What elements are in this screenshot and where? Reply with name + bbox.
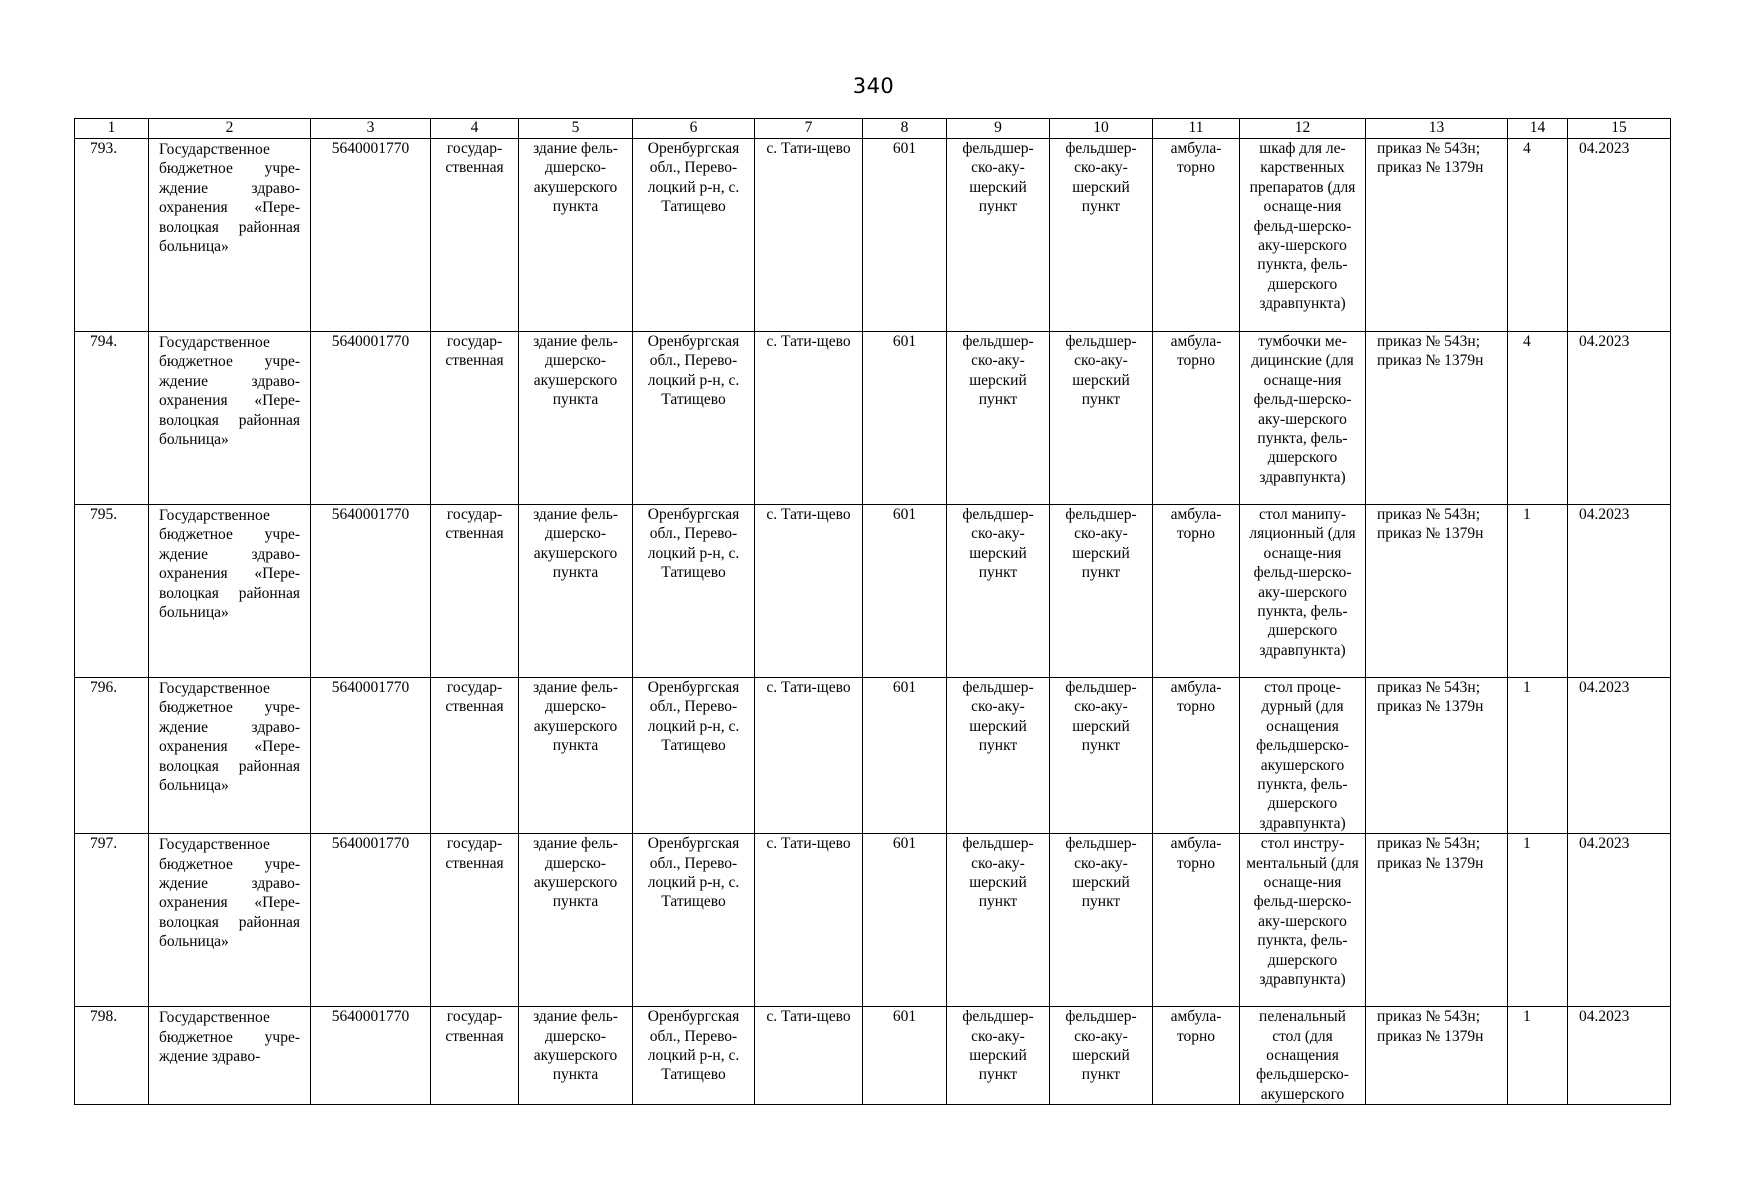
inn: 5640001770 (311, 834, 431, 1007)
date: 04.2023 (1568, 139, 1671, 332)
order-reference: приказ № 543н; приказ № 1379н (1366, 332, 1508, 505)
unit-type: фельдшер-ско-аку-шерский пункт (947, 678, 1050, 834)
organization-name: Государственное бюджетное учре-ждение здраво-охранения «Пере-волоцкая районная больница» (149, 505, 311, 678)
unit-name: фельдшер-ско-аку-шерский пункт (1050, 332, 1153, 505)
building-type: здание фель-дшерско-акушерского пункта (519, 678, 633, 834)
organization-name: Государственное бюджетное учре-ждение здраво- (149, 1007, 311, 1105)
registry-table (74, 118, 1671, 1105)
locality: с. Тати-щево (755, 1007, 863, 1105)
code: 601 (863, 332, 947, 505)
address: Оренбургская обл., Перево-лоцкий р-н, с. Татищево (633, 332, 755, 505)
unit-name: фельдшер-ско-аку-шерский пункт (1050, 1007, 1153, 1105)
inn: 5640001770 (311, 505, 431, 678)
quantity: 4 (1508, 139, 1568, 332)
date: 04.2023 (1568, 678, 1671, 834)
quantity: 1 (1508, 834, 1568, 1007)
row-number: 798. (75, 1007, 149, 1105)
ownership-type: государ-ственная (431, 1007, 519, 1105)
quantity: 4 (1508, 332, 1568, 505)
table-header-row (75, 119, 1671, 139)
column-header: 7 (755, 119, 863, 139)
unit-type: фельдшер-ско-аку-шерский пункт (947, 332, 1050, 505)
care-conditions: амбула-торно (1153, 834, 1240, 1007)
organization-name: Государственное бюджетное учре-ждение здраво-охранения «Пере-волоцкая районная больница» (149, 834, 311, 1007)
unit-type: фельдшер-ско-аку-шерский пункт (947, 834, 1050, 1007)
column-header: 15 (1568, 119, 1671, 139)
building-type: здание фель-дшерско-акушерского пункта (519, 332, 633, 505)
column-header: 4 (431, 119, 519, 139)
date: 04.2023 (1568, 1007, 1671, 1105)
ownership-type: государ-ственная (431, 678, 519, 834)
equipment: тумбочки ме-дицинские (для оснаще-ния фельд-шерско-аку-шерского пункта, фель-дшерского здравпункта) (1240, 332, 1366, 505)
table-row (75, 678, 1671, 834)
building-type: здание фель-дшерско-акушерского пункта (519, 505, 633, 678)
row-number: 795. (75, 505, 149, 678)
care-conditions: амбула-торно (1153, 678, 1240, 834)
date: 04.2023 (1568, 505, 1671, 678)
column-header: 13 (1366, 119, 1508, 139)
order-reference: приказ № 543н; приказ № 1379н (1366, 139, 1508, 332)
column-header: 3 (311, 119, 431, 139)
order-reference: приказ № 543н; приказ № 1379н (1366, 505, 1508, 678)
table-row (75, 834, 1671, 1007)
quantity: 1 (1508, 678, 1568, 834)
table-row (75, 505, 1671, 678)
building-type: здание фель-дшерско-акушерского пункта (519, 1007, 633, 1105)
ownership-type: государ-ственная (431, 332, 519, 505)
order-reference: приказ № 543н; приказ № 1379н (1366, 678, 1508, 834)
row-number: 796. (75, 678, 149, 834)
column-header: 1 (75, 119, 149, 139)
column-header: 10 (1050, 119, 1153, 139)
unit-type: фельдшер-ско-аку-шерский пункт (947, 139, 1050, 332)
unit-name: фельдшер-ско-аку-шерский пункт (1050, 678, 1153, 834)
code: 601 (863, 139, 947, 332)
quantity: 1 (1508, 505, 1568, 678)
column-header: 8 (863, 119, 947, 139)
equipment: стол проце-дурный (для оснащения фельдшерско-акушерского пункта, фель-дшерского здравпункта) (1240, 678, 1366, 834)
inn: 5640001770 (311, 332, 431, 505)
column-header: 9 (947, 119, 1050, 139)
organization-name: Государственное бюджетное учре-ждение здраво-охранения «Пере-волоцкая районная больница» (149, 139, 311, 332)
column-header: 5 (519, 119, 633, 139)
unit-name: фельдшер-ско-аку-шерский пункт (1050, 834, 1153, 1007)
inn: 5640001770 (311, 1007, 431, 1105)
order-reference: приказ № 543н; приказ № 1379н (1366, 834, 1508, 1007)
column-header: 2 (149, 119, 311, 139)
locality: с. Тати-щево (755, 139, 863, 332)
column-header: 11 (1153, 119, 1240, 139)
ownership-type: государ-ственная (431, 505, 519, 678)
equipment: пеленальный стол (для оснащения фельдшерско-акушерского (1240, 1007, 1366, 1105)
code: 601 (863, 1007, 947, 1105)
inn: 5640001770 (311, 139, 431, 332)
unit-name: фельдшер-ско-аку-шерский пункт (1050, 505, 1153, 678)
building-type: здание фель-дшерско-акушерского пункта (519, 139, 633, 332)
building-type: здание фель-дшерско-акушерского пункта (519, 834, 633, 1007)
address: Оренбургская обл., Перево-лоцкий р-н, с. Татищево (633, 505, 755, 678)
locality: с. Тати-щево (755, 678, 863, 834)
page-number: 340 (852, 74, 895, 98)
row-number: 797. (75, 834, 149, 1007)
unit-type: фельдшер-ско-аку-шерский пункт (947, 1007, 1050, 1105)
code: 601 (863, 834, 947, 1007)
table-row (75, 1007, 1671, 1105)
equipment: шкаф для ле-карственных препаратов (для оснаще-ния фельд-шерско-аку-шерского пункта, фель-дшерского здравпункта) (1240, 139, 1366, 332)
date: 04.2023 (1568, 332, 1671, 505)
table-row (75, 332, 1671, 505)
table-row (75, 139, 1671, 332)
unit-type: фельдшер-ско-аку-шерский пункт (947, 505, 1050, 678)
address: Оренбургская обл., Перево-лоцкий р-н, с. Татищево (633, 834, 755, 1007)
inn: 5640001770 (311, 678, 431, 834)
order-reference: приказ № 543н; приказ № 1379н (1366, 1007, 1508, 1105)
locality: с. Тати-щево (755, 505, 863, 678)
quantity: 1 (1508, 1007, 1568, 1105)
code: 601 (863, 505, 947, 678)
care-conditions: амбула-торно (1153, 1007, 1240, 1105)
ownership-type: государ-ственная (431, 834, 519, 1007)
care-conditions: амбула-торно (1153, 139, 1240, 332)
column-header: 6 (633, 119, 755, 139)
address: Оренбургская обл., Перево-лоцкий р-н, с. Татищево (633, 678, 755, 834)
organization-name: Государственное бюджетное учре-ждение здраво-охранения «Пере-волоцкая районная больница» (149, 678, 311, 834)
row-number: 793. (75, 139, 149, 332)
care-conditions: амбула-торно (1153, 505, 1240, 678)
address: Оренбургская обл., Перево-лоцкий р-н, с. Татищево (633, 1007, 755, 1105)
locality: с. Тати-щево (755, 332, 863, 505)
row-number: 794. (75, 332, 149, 505)
equipment: стол манипу-ляционный (для оснаще-ния фельд-шерско-аку-шерского пункта, фель-дшерского здравпункта) (1240, 505, 1366, 678)
column-header: 12 (1240, 119, 1366, 139)
code: 601 (863, 678, 947, 834)
column-header: 14 (1508, 119, 1568, 139)
equipment: стол инстру-ментальный (для оснаще-ния фельд-шерско-аку-шерского пункта, фель-дшерского здравпункта) (1240, 834, 1366, 1007)
address: Оренбургская обл., Перево-лоцкий р-н, с. Татищево (633, 139, 755, 332)
date: 04.2023 (1568, 834, 1671, 1007)
organization-name: Государственное бюджетное учре-ждение здраво-охранения «Пере-волоцкая районная больница» (149, 332, 311, 505)
care-conditions: амбула-торно (1153, 332, 1240, 505)
unit-name: фельдшер-ско-аку-шерский пункт (1050, 139, 1153, 332)
ownership-type: государ-ственная (431, 139, 519, 332)
locality: с. Тати-щево (755, 834, 863, 1007)
